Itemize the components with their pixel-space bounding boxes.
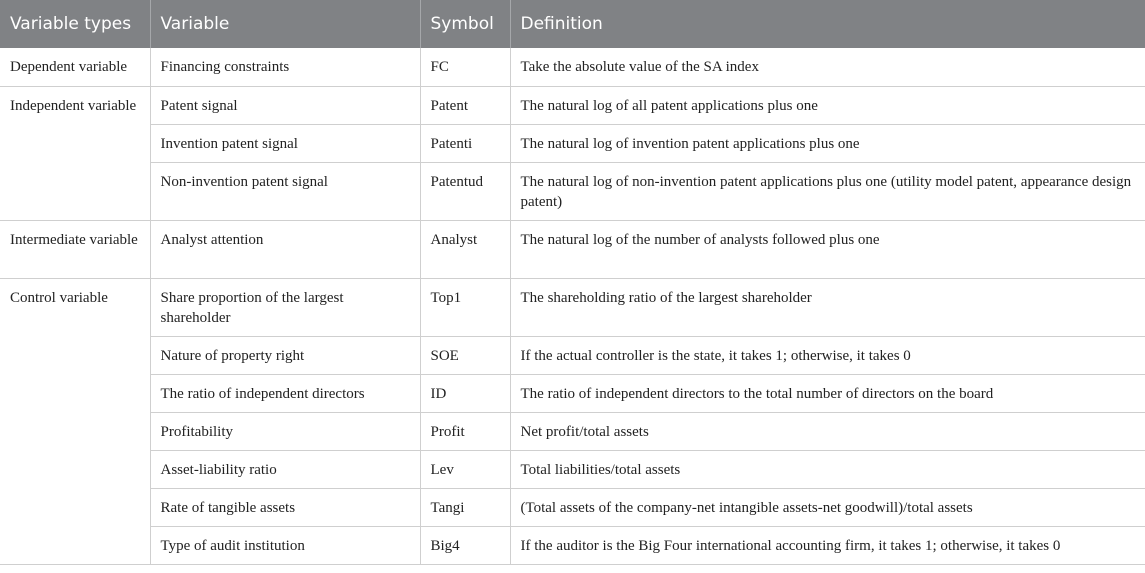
table-row xyxy=(0,162,1145,220)
table-row xyxy=(0,488,1145,526)
variable-cell: Analyst attention xyxy=(150,220,420,278)
definition-cell: The natural log of all patent applications plus one xyxy=(510,86,1145,124)
table-row xyxy=(0,86,1145,124)
definition-cell: Total liabilities/total assets xyxy=(510,450,1145,488)
table-row xyxy=(0,278,1145,336)
variable-cell: Nature of property right xyxy=(150,336,420,374)
definition-cell: If the auditor is the Big Four international accounting firm, it takes 1; otherwise, it takes 0 xyxy=(510,526,1145,564)
variable-type-cell: Independent variable xyxy=(0,86,150,220)
variable-cell: Patent signal xyxy=(150,86,420,124)
variable-cell: The ratio of independent directors xyxy=(150,374,420,412)
table-row xyxy=(0,336,1145,374)
variable-type-cell: Intermediate variable xyxy=(0,220,150,278)
variable-cell: Share proportion of the largest shareholder xyxy=(150,278,420,336)
symbol-cell: Lev xyxy=(420,450,510,488)
table-row xyxy=(0,48,1145,86)
table-row xyxy=(0,124,1145,162)
header-variable: Variable xyxy=(150,0,420,48)
definition-cell: If the actual controller is the state, it takes 1; otherwise, it takes 0 xyxy=(510,336,1145,374)
table-row xyxy=(0,526,1145,564)
variable-cell: Rate of tangible assets xyxy=(150,488,420,526)
symbol-cell: Profit xyxy=(420,412,510,450)
header-variable-types: Variable types xyxy=(0,0,150,48)
definition-cell: The natural log of the number of analysts followed plus one xyxy=(510,220,1145,278)
variable-type-cell: Dependent variable xyxy=(0,48,150,86)
definition-cell: (Total assets of the company-net intangible assets-net goodwill)/total assets xyxy=(510,488,1145,526)
definition-cell: Net profit/total assets xyxy=(510,412,1145,450)
symbol-cell: FC xyxy=(420,48,510,86)
symbol-cell: Top1 xyxy=(420,278,510,336)
variable-cell: Non-invention patent signal xyxy=(150,162,420,220)
symbol-cell: SOE xyxy=(420,336,510,374)
definition-cell: Take the absolute value of the SA index xyxy=(510,48,1145,86)
definition-cell: The ratio of independent directors to the total number of directors on the board xyxy=(510,374,1145,412)
symbol-cell: Patenti xyxy=(420,124,510,162)
table-row xyxy=(0,220,1145,278)
definition-cell: The natural log of invention patent applications plus one xyxy=(510,124,1145,162)
symbol-cell: Tangi xyxy=(420,488,510,526)
variable-cell: Asset-liability ratio xyxy=(150,450,420,488)
variable-type-cell: Control variable xyxy=(0,278,150,564)
variable-cell: Type of audit institution xyxy=(150,526,420,564)
definition-cell: The shareholding ratio of the largest shareholder xyxy=(510,278,1145,336)
symbol-cell: Big4 xyxy=(420,526,510,564)
header-row xyxy=(0,0,1145,48)
table-row xyxy=(0,412,1145,450)
symbol-cell: Patent xyxy=(420,86,510,124)
variable-cell: Profitability xyxy=(150,412,420,450)
header-symbol: Symbol xyxy=(420,0,510,48)
symbol-cell: Patentud xyxy=(420,162,510,220)
table-row xyxy=(0,374,1145,412)
symbol-cell: ID xyxy=(420,374,510,412)
table-row xyxy=(0,450,1145,488)
definition-cell: The natural log of non-invention patent applications plus one (utility model patent, appearance design patent) xyxy=(510,162,1145,220)
symbol-cell: Analyst xyxy=(420,220,510,278)
variable-cell: Invention patent signal xyxy=(150,124,420,162)
variable-cell: Financing constraints xyxy=(150,48,420,86)
header-definition: Definition xyxy=(510,0,1145,48)
